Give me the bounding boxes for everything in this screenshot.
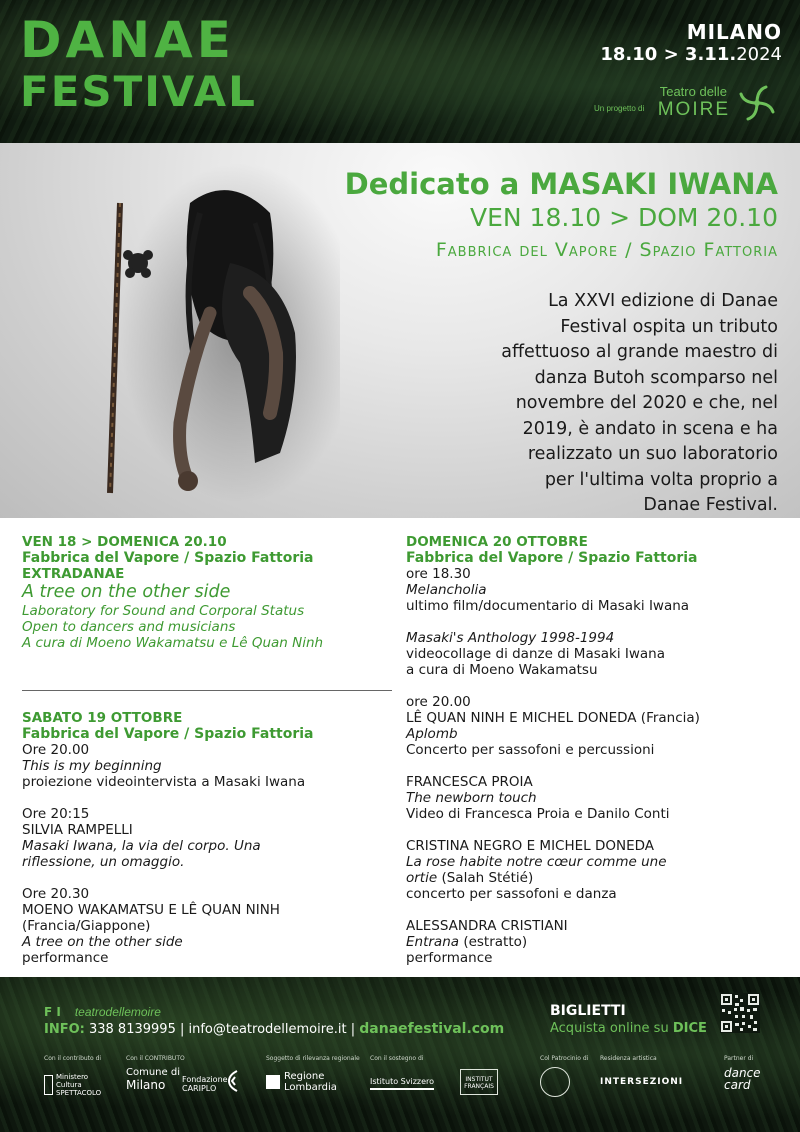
event-title: Masaki's Anthology 1998-1994 xyxy=(406,630,615,646)
event-desc: ultimo film/documentario di Masaki Iwana xyxy=(406,598,690,614)
social-links xyxy=(44,1005,161,1019)
cariplo-mark-icon xyxy=(226,1069,240,1093)
desc-line: La XXVI edizione di Danae xyxy=(548,291,778,311)
event-desc: performance xyxy=(406,950,493,966)
program-block-saturday xyxy=(22,710,392,966)
regione-lombardia-logo: Regione Lombardia xyxy=(266,1071,337,1093)
dates-year: 2024 xyxy=(736,44,782,65)
event-time: Ore 20:15 xyxy=(22,806,90,822)
partner-label: Con il sostegno di xyxy=(370,1055,424,1062)
event-title-line xyxy=(406,934,786,950)
teatro-line-2: MOIRE xyxy=(657,99,730,120)
event-artist: LÊ QUAN NINH E MICHEL DONEDA (Francia) xyxy=(406,710,700,726)
partner-label: Con il CONTRIBUTO xyxy=(126,1055,185,1062)
block-date: SABATO 19 OTTOBRE xyxy=(22,710,183,726)
teatro-logo xyxy=(658,84,730,121)
event-desc: Concerto per sassofoni e percussioni xyxy=(406,742,655,758)
info-label: INFO: xyxy=(44,1022,85,1037)
event-origin: (Francia/Giappone) xyxy=(22,918,151,934)
event-artist: SILVIA RAMPELLI xyxy=(22,822,133,838)
comune-milano-logo: Comune di Milano xyxy=(126,1067,180,1092)
event-title-line xyxy=(406,870,786,886)
event-title: A tree on the other side xyxy=(22,934,183,950)
event-artist: MOENO WAKAMATSU E LÊ QUAN NINH xyxy=(22,902,280,918)
event-time: Ore 20.00 xyxy=(22,742,90,758)
institut-francais-logo: INSTITUT FRANÇAIS xyxy=(460,1069,498,1095)
event-title: Aplomb xyxy=(406,726,458,742)
partner-logos xyxy=(44,1055,774,1125)
partner-label: Con il contributo di xyxy=(44,1055,102,1062)
festival-logo xyxy=(20,11,257,118)
hero-venue: Fabbrica del Vapore / Spazio Fattoria xyxy=(435,239,778,261)
tickets-title: BIGLIETTI xyxy=(550,1003,626,1019)
desc-line: per l'ultima volta proprio a xyxy=(544,469,778,490)
desc-line: realizzato un suo laboratorio xyxy=(527,444,778,464)
block-tag: EXTRADANAE xyxy=(22,566,125,582)
intersezioni-logo: INTERSEZIONI xyxy=(600,1077,684,1087)
festival-dates xyxy=(600,44,782,65)
tickets-dice[interactable]: DICE xyxy=(672,1021,707,1036)
cariplo-logo: Fondazione CARIPLO xyxy=(182,1075,228,1093)
event-subtitle: Laboratory for Sound and Corporal Status xyxy=(22,603,305,619)
partner-label: Residenza artistica xyxy=(600,1055,657,1062)
event-time: ore 18.30 xyxy=(406,566,471,582)
section-divider xyxy=(22,690,392,691)
progetto-label: Un progetto di xyxy=(594,104,645,113)
contact-info xyxy=(44,1021,504,1037)
desc-line: 2019, è andato in scena e ha xyxy=(522,418,778,439)
program-block-sunday xyxy=(406,534,786,966)
hero-section xyxy=(0,143,800,518)
event-title: riflessione, un omaggio. xyxy=(22,854,185,870)
partner-label: Partner di xyxy=(724,1055,754,1062)
hero-title: Dedicato a MASAKI IWANA xyxy=(344,167,778,201)
event-artist: ALESSANDRA CRISTIANI xyxy=(406,918,568,934)
block-date: VEN 18 > DOMENICA 20.10 xyxy=(22,534,227,550)
hero-description xyxy=(388,289,778,518)
hero-dates: VEN 18.10 > DOM 20.10 xyxy=(470,203,778,232)
event-title: Entrana xyxy=(406,934,460,950)
desc-line: Danae Festival. xyxy=(643,495,778,515)
partner-label: Soggetto di rilevanza regionale xyxy=(266,1055,360,1062)
program-block-friday xyxy=(22,534,392,651)
qr-code-icon[interactable] xyxy=(720,993,760,1033)
event-title: The newborn touch xyxy=(406,790,537,806)
block-date: DOMENICA 20 OTTOBRE xyxy=(406,534,588,550)
event-artist: CRISTINA NEGRO E MICHEL DONEDA xyxy=(406,838,655,854)
patrocinio-seal-icon xyxy=(540,1067,570,1097)
event-extra: (estratto) xyxy=(459,934,528,950)
tickets-label: Acquista online su xyxy=(550,1021,673,1036)
event-time: ore 20.00 xyxy=(406,694,471,710)
istituto-svizzero-logo: Istituto Svizzero xyxy=(370,1077,434,1090)
event-time: Ore 20.30 xyxy=(22,886,90,902)
event-desc: concerto per sassofoni e danza xyxy=(406,886,617,902)
event-title: Masaki Iwana, la via del corpo. Una xyxy=(22,838,261,854)
event-desc: videocollage di danze di Masaki Iwana xyxy=(406,646,666,662)
logo-line-2: FESTIVAL xyxy=(20,67,257,116)
dates-main: 18.10 > 3.11. xyxy=(600,44,737,65)
dancer-photo xyxy=(80,163,340,513)
event-desc: Video di Francesca Proia e Danilo Conti xyxy=(406,806,670,822)
event-desc: proiezione videointervista a Masaki Iwana xyxy=(22,774,306,790)
block-venue: Fabbrica del Vapore / Spazio Fattoria xyxy=(22,726,314,742)
event-title: A tree on the other side xyxy=(22,582,231,602)
event-artist: FRANCESCA PROIA xyxy=(406,774,533,790)
moire-spiral-icon xyxy=(736,82,778,124)
event-desc: performance xyxy=(22,950,109,966)
social-handle[interactable]: teatrodellemoire xyxy=(74,1005,161,1019)
city-dates xyxy=(600,20,782,65)
event-title: La rose habite notre cœur comme une xyxy=(406,854,667,870)
teatro-line-1: Teatro delle xyxy=(659,84,727,99)
tickets-text[interactable] xyxy=(550,1021,707,1036)
info-text[interactable]: 338 8139995 | info@teatrodellemoire.it | xyxy=(84,1022,360,1037)
event-subtitle: A cura di Moeno Wakamatsu e Lê Quan Ninh xyxy=(22,635,324,651)
festival-footer xyxy=(0,977,800,1132)
event-subtitle: Open to dancers and musicians xyxy=(22,619,236,635)
desc-line: novembre del 2020 e che, nel xyxy=(515,393,778,413)
event-title: Melancholia xyxy=(406,582,487,598)
desc-line: affettuoso al grande maestro di xyxy=(501,342,778,362)
partner-label: Col Patrocinio di xyxy=(540,1055,589,1062)
website-link[interactable]: danaefestival.com xyxy=(359,1021,505,1037)
ministero-logo: Ministero Cultura SPETTACOLO xyxy=(44,1073,101,1097)
event-desc: a cura di Moeno Wakamatsu xyxy=(406,662,598,678)
social-icons[interactable]: F I xyxy=(44,1005,61,1019)
city-name: MILANO xyxy=(686,20,782,44)
block-venue: Fabbrica del Vapore / Spazio Fattoria xyxy=(22,550,314,566)
block-venue: Fabbrica del Vapore / Spazio Fattoria xyxy=(406,550,698,566)
dance-card-logo: dance card xyxy=(724,1066,761,1092)
event-author: (Salah Stétié) xyxy=(437,870,534,886)
event-title: ortie xyxy=(406,870,438,886)
logo-line-1: DANAE xyxy=(20,11,235,69)
desc-line: danza Butoh scomparso nel xyxy=(534,367,778,388)
festival-header xyxy=(0,0,800,143)
event-title: This is my beginning xyxy=(22,758,162,774)
desc-line: Festival ospita un tributo xyxy=(560,316,778,337)
